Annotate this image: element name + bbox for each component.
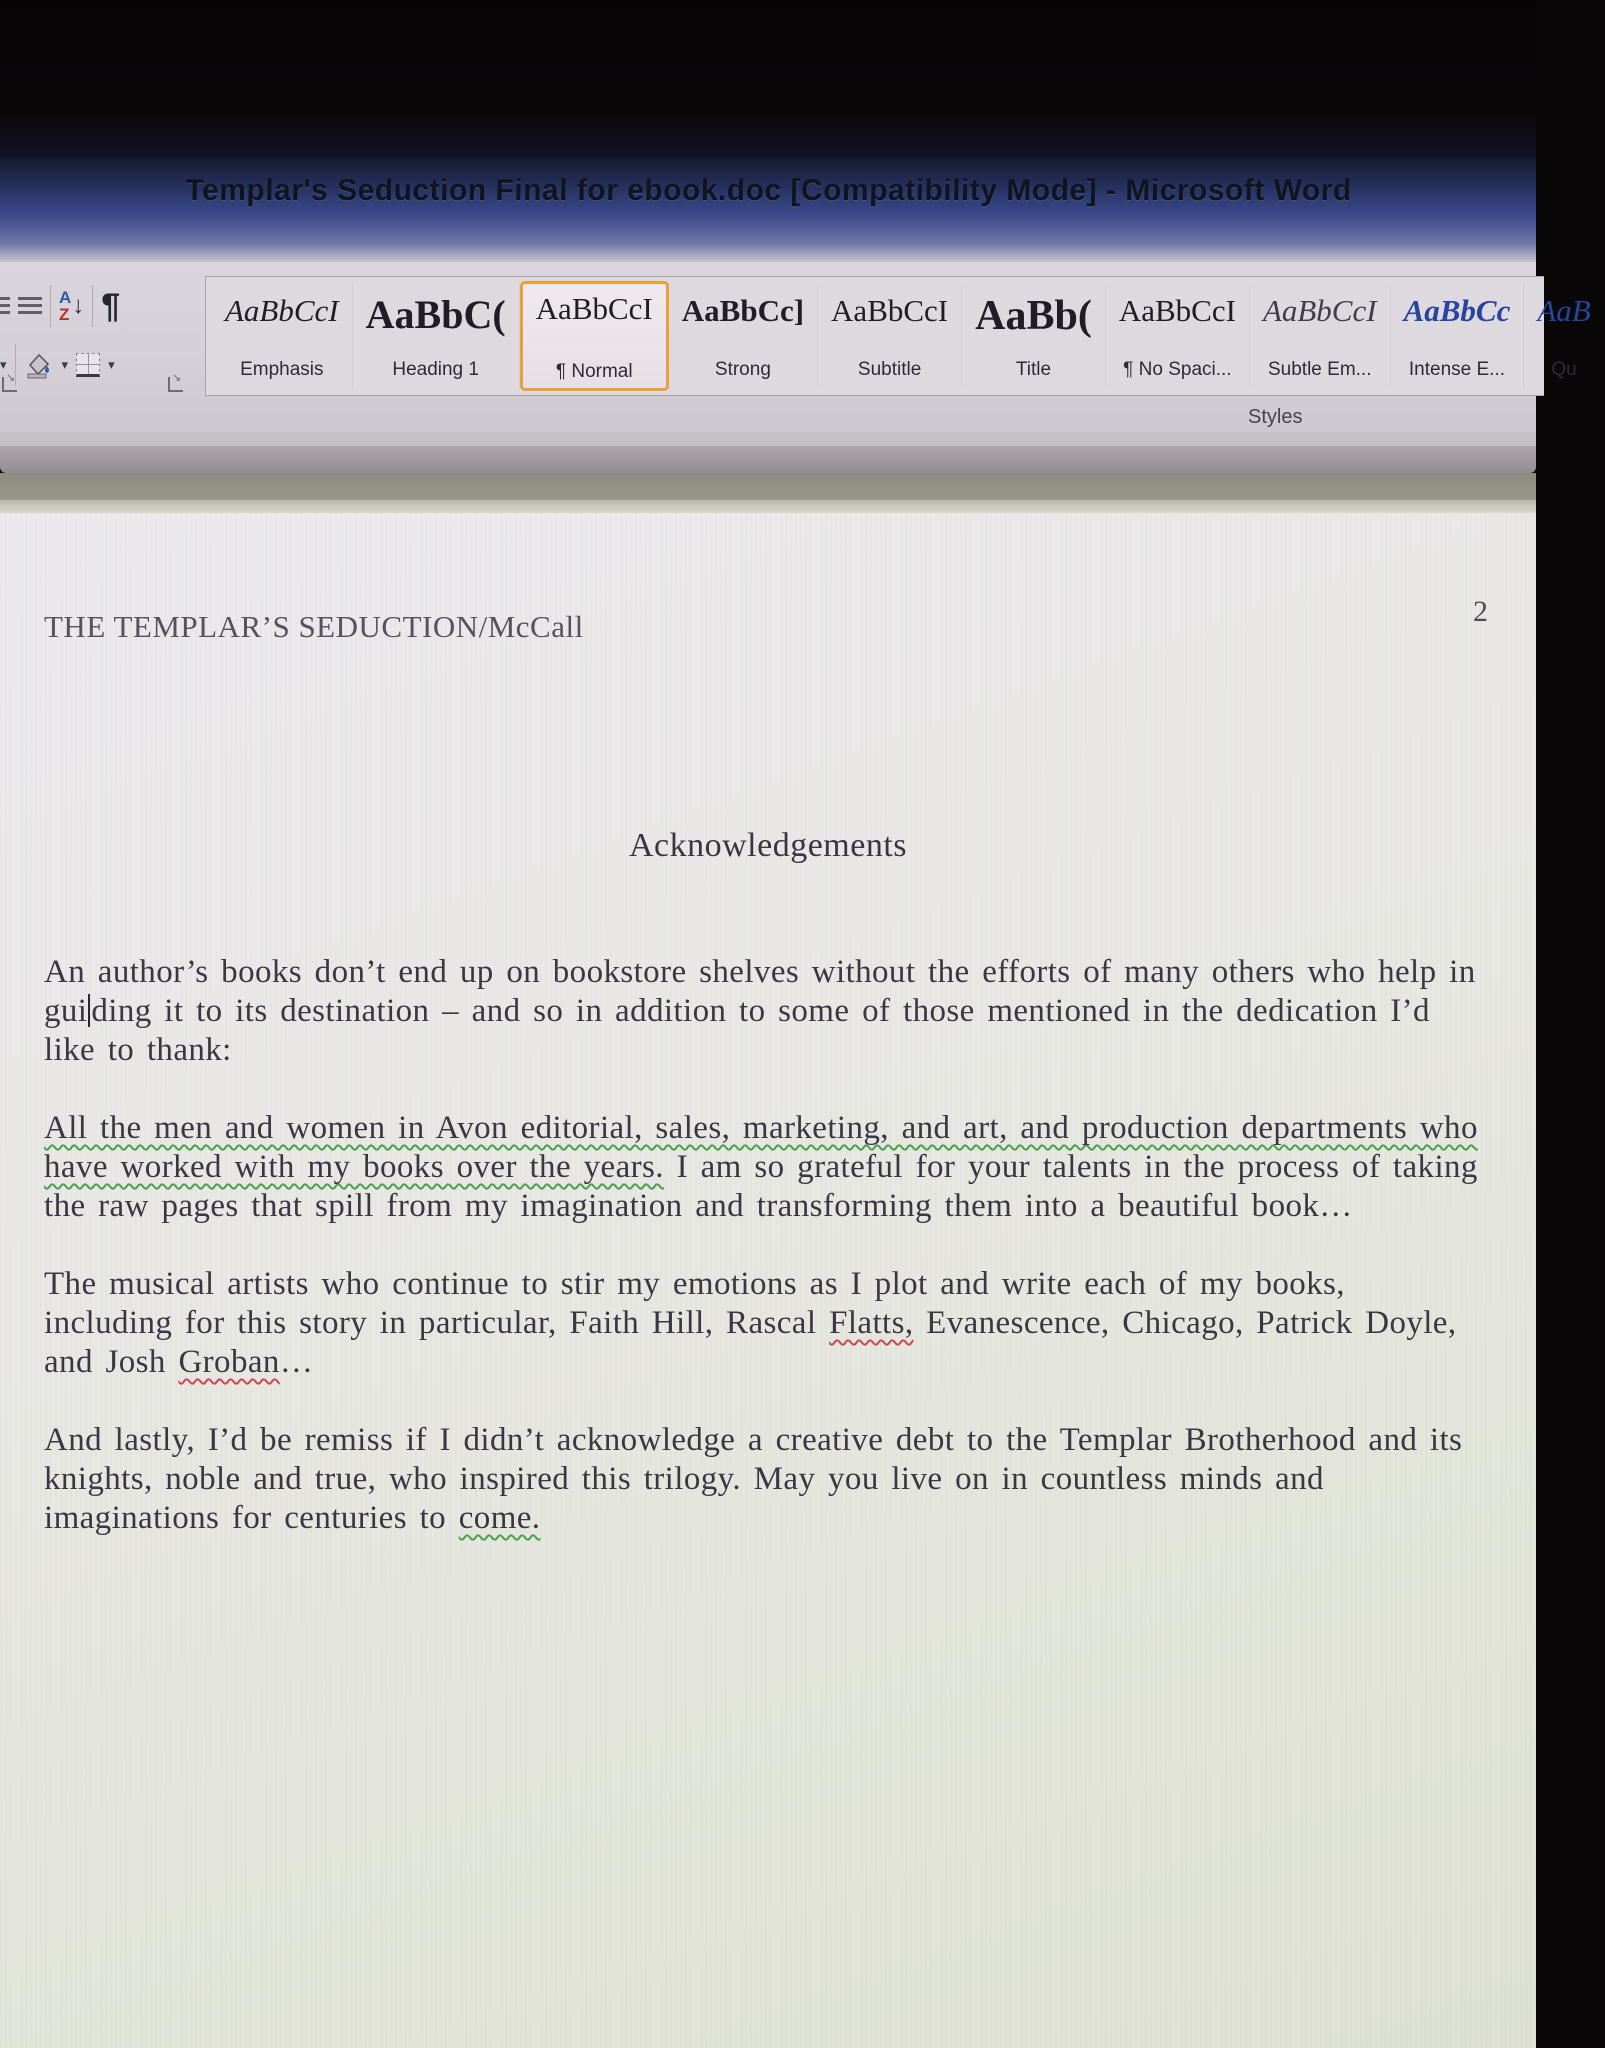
style-label: ¶ Normal bbox=[555, 361, 633, 382]
sort-z-glyph: Z bbox=[59, 305, 70, 324]
style-nospacing[interactable] bbox=[1106, 283, 1250, 389]
divider bbox=[50, 285, 51, 327]
text-run: I am so grateful for your talents in the process of taking the raw pages that spill from my imagination and transforming them into a beautiful book… bbox=[44, 1149, 1478, 1224]
style-title[interactable] bbox=[962, 283, 1106, 389]
style-preview: AaBbCc bbox=[1403, 293, 1511, 328]
window-title: Templar's Seduction Final for ebook.doc [Compatibility Mode] - Microsoft Word bbox=[185, 174, 1352, 207]
style-preview: AaB bbox=[1537, 293, 1591, 328]
style-preview: AaBbCc] bbox=[681, 293, 805, 328]
style-normal[interactable] bbox=[520, 281, 669, 391]
style-label: Intense E... bbox=[1408, 359, 1506, 380]
style-label: Subtle Em... bbox=[1268, 359, 1372, 380]
borders-caret-icon[interactable]: ▾ bbox=[108, 357, 115, 372]
text-run: The musical artists who continue to stir my emotions as I plot and write each of my books, including for this story in particular, Faith Hill, Rascal bbox=[44, 1266, 1345, 1341]
decrease-indent-icon[interactable] bbox=[0, 297, 10, 315]
sort-a-glyph: A bbox=[59, 288, 72, 307]
grammar-flagged-text: come. bbox=[458, 1500, 541, 1536]
page-top-shadow bbox=[0, 500, 1536, 513]
style-heading1[interactable] bbox=[353, 283, 520, 389]
paragraph bbox=[44, 1109, 1480, 1226]
paragraph bbox=[44, 1265, 1480, 1382]
style-label: ¶ No Spaci... bbox=[1123, 359, 1232, 380]
spelling-flagged-text: Groban bbox=[178, 1344, 280, 1380]
style-label: Heading 1 bbox=[392, 359, 479, 380]
borders-icon[interactable] bbox=[76, 353, 100, 377]
paragraph bbox=[44, 1421, 1480, 1538]
document-page[interactable] bbox=[0, 513, 1536, 2048]
style-label: Strong bbox=[714, 359, 771, 380]
style-intenseem[interactable] bbox=[1391, 283, 1525, 389]
document-heading: Acknowledgements bbox=[628, 827, 908, 864]
shading-bucket-icon[interactable] bbox=[24, 351, 54, 379]
style-strong[interactable] bbox=[669, 283, 818, 389]
font-dialog-launcher-icon[interactable] bbox=[2, 377, 17, 392]
paragraph bbox=[44, 953, 1480, 1070]
style-subtleem[interactable] bbox=[1250, 283, 1391, 389]
document-body bbox=[0, 953, 1536, 1538]
ribbon-bottom-edge bbox=[0, 432, 1536, 446]
style-preview: AaBbCcI bbox=[1118, 293, 1236, 328]
style-subtitle[interactable] bbox=[818, 283, 962, 389]
style-preview: AaBbCcI bbox=[535, 291, 653, 326]
screen-bezel bbox=[0, 0, 1536, 158]
text-run: Evanescence, Chicago, Patrick Doyle, and Josh bbox=[44, 1305, 1457, 1380]
styles-group-label: Styles bbox=[1248, 406, 1303, 428]
style-preview: AaBbC( bbox=[365, 292, 506, 337]
sort-arrow-glyph: ↓ bbox=[72, 292, 85, 319]
running-head: THE TEMPLAR’S SEDUCTION/McCall bbox=[44, 609, 584, 644]
page-header bbox=[0, 513, 1536, 645]
text-run: … bbox=[279, 1344, 314, 1380]
style-preview: AaBbCcI bbox=[831, 293, 949, 328]
ribbon bbox=[0, 262, 1591, 432]
sort-icon[interactable] bbox=[59, 289, 84, 323]
style-preview: AaBbCcI bbox=[1262, 293, 1377, 328]
document-area-top-edge bbox=[0, 473, 1536, 500]
text-run: And lastly, I’d be remiss if I didn’t acknowledge a creative debt to the Templar Brotherhood and its knights, noble and true, who inspired this trilogy. May you live on in countless minds and imaginations for centuries to bbox=[44, 1422, 1463, 1536]
style-preview: AaBbCcI bbox=[225, 293, 339, 328]
style-quote[interactable] bbox=[1524, 283, 1604, 389]
increase-indent-icon[interactable] bbox=[18, 297, 42, 315]
style-label: Title bbox=[1015, 359, 1052, 380]
style-preview: AaBb( bbox=[975, 293, 1092, 339]
divider bbox=[92, 285, 93, 327]
spelling-flagged-text: Flatts, bbox=[829, 1305, 914, 1341]
grammar-flagged-text: All the men and women in Avon editorial, sales, marketing, and art, and production departments who have worked with my books over the years. bbox=[44, 1110, 1478, 1185]
paragraph-dialog-launcher-icon[interactable] bbox=[168, 377, 183, 392]
show-formatting-marks-icon[interactable]: ¶ bbox=[101, 287, 121, 325]
style-label: Emphasis bbox=[240, 359, 324, 380]
window-edge bbox=[0, 446, 1536, 473]
style-label: Subtitle bbox=[857, 359, 922, 380]
text-run: An author’s books don’t end up on bookstore shelves without the efforts of many others who help in gui bbox=[44, 954, 1476, 1029]
page-number: 2 bbox=[1473, 595, 1488, 628]
text-run: ding it to its destination – and so in addition to some of those mentioned in the dedication I’d like to thank: bbox=[44, 993, 1430, 1068]
style-label: Qu bbox=[1551, 359, 1577, 380]
window-titlebar[interactable] bbox=[0, 158, 1536, 262]
shading-caret-icon[interactable]: ▾ bbox=[61, 357, 69, 372]
style-emphasis[interactable] bbox=[212, 283, 353, 389]
paragraph-group bbox=[0, 262, 203, 398]
styles-group-footer bbox=[0, 402, 1536, 432]
dropdown-caret-icon[interactable]: ▾ bbox=[0, 357, 7, 372]
styles-gallery bbox=[205, 276, 1591, 396]
